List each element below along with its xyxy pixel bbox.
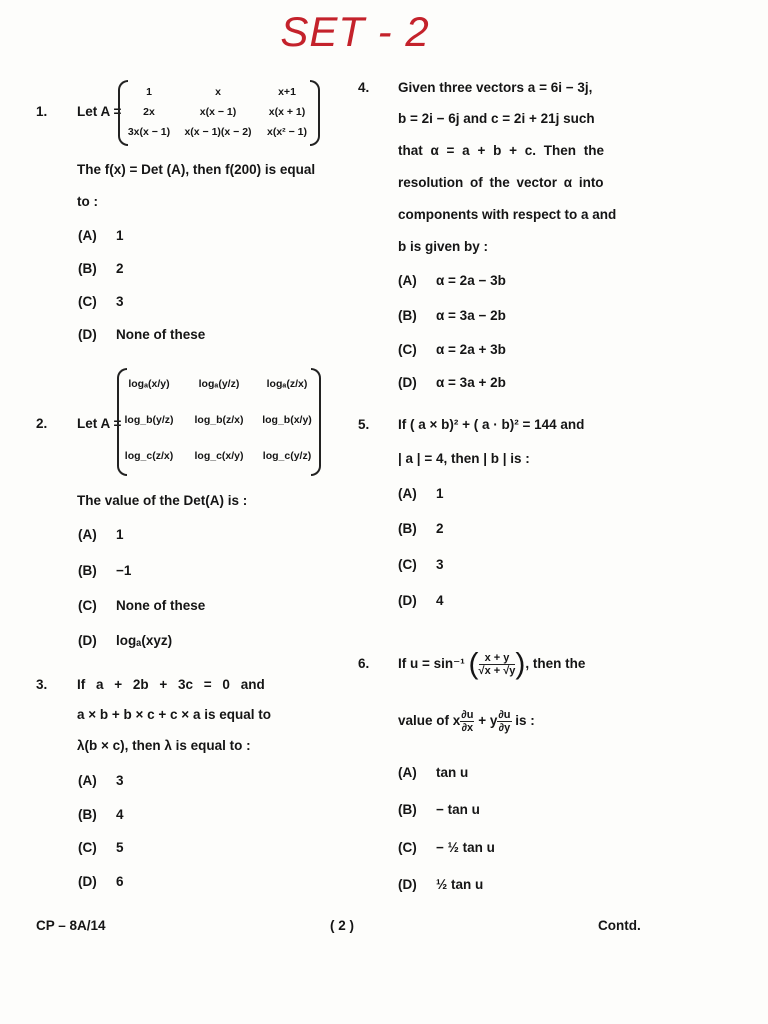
question-3-line3: λ(b × c), then λ is equal to : — [77, 738, 251, 753]
option-a: (A) 1 — [78, 527, 124, 542]
fraction: $\frac{x + y}{√x + √y}$ — [478, 651, 516, 677]
question-4-line5: components with respect to a and — [398, 207, 617, 222]
question-6-number: 6. — [358, 656, 370, 671]
option-a: (A) 1 — [398, 486, 444, 501]
option-b: (B) −1 — [78, 563, 132, 578]
option-b: (B) 2 — [398, 521, 444, 536]
option-c: (C) 3 — [398, 557, 444, 572]
option-a: (A) tan u — [398, 765, 469, 780]
question-1-text-cont: to : — [77, 194, 98, 209]
matrix-cell: log_c(x/y) — [194, 450, 244, 462]
matrix-cell: 2x — [143, 106, 155, 118]
matrix-cell: x(x + 1) — [268, 106, 306, 118]
option-b: (B) 4 — [78, 807, 124, 822]
option-d: (D) ½ tan u — [398, 877, 484, 892]
matrix-cell: 3x(x − 1) — [127, 126, 171, 138]
question-1-number: 1. — [36, 104, 48, 119]
question-4-line3: that α = a + b + c. Then the — [398, 143, 604, 158]
matrix-cell: log_b(y/z) — [124, 414, 174, 426]
option-c: (C) 5 — [78, 840, 124, 855]
option-c: (C) 3 — [78, 294, 124, 309]
option-b: (B) − tan u — [398, 802, 480, 817]
page-number: ( 2 ) — [330, 918, 355, 933]
option-c: (C) None of these — [78, 598, 206, 613]
question-1-intro: Let A = — [77, 104, 122, 119]
option-b: (B) α = 3a − 2b — [398, 308, 506, 323]
matrix-cell: 1 — [146, 86, 152, 98]
matrix-cell: log_c(y/z) — [262, 450, 312, 462]
option-c: (C) α = 2a + 3b — [398, 342, 506, 357]
page-title: SET - 2 — [280, 8, 430, 55]
question-1-text: The f(x) = Det (A), then f(200) is equal — [77, 162, 316, 177]
option-a: (A) 3 — [78, 773, 124, 788]
matrix-cell: log_b(z/x) — [194, 414, 244, 426]
question-4-number: 4. — [358, 80, 370, 95]
question-4-line4: resolution of the vector α into — [398, 175, 604, 190]
question-3-number: 3. — [36, 677, 48, 692]
matrix-cell: x(x − 1)(x − 2) — [184, 126, 252, 138]
option-d: (D) logₐ(xyz) — [78, 633, 173, 648]
option-a: (A) 1 — [78, 228, 124, 243]
question-2-intro: Let A = — [77, 416, 122, 431]
question-5-line2: | a | = 4, then | b | is : — [398, 451, 530, 466]
question-6-line2: value of x $\frac{\partial u}{\partial x}$ + y $\frac{\partial u}{\partial y}$ is : — [398, 708, 535, 734]
question-2-number: 2. — [36, 416, 48, 431]
option-d: (D) 4 — [398, 593, 444, 608]
matrix-cell: log_b(x/y) — [262, 414, 312, 426]
option-d: (D) None of these — [78, 327, 206, 342]
matrix-cell: x(x − 1) — [199, 106, 237, 118]
option-a: (A) α = 2a − 3b — [398, 273, 506, 288]
question-5-line1: If ( a × b)² + ( a · b)² = 144 and — [398, 417, 585, 432]
matrix-cell: x — [215, 86, 221, 98]
question-5-number: 5. — [358, 417, 370, 432]
matrix-cell: logₐ(z/x) — [266, 378, 308, 390]
question-3-line2: a × b + b × c + c × a is equal to — [77, 707, 271, 722]
option-d: (D) 6 — [78, 874, 124, 889]
matrix-cell: x(x² − 1) — [267, 126, 307, 138]
question-4-line2: b = 2i − 6j and c = 2i + 21j such — [398, 111, 595, 126]
matrix-cell: log_c(z/x) — [124, 450, 174, 462]
matrix-cell: logₐ(x/y) — [128, 378, 170, 390]
question-2-text: The value of the Det(A) is : — [77, 493, 248, 508]
question-4-line1: Given three vectors a = 6i − 3j, — [398, 80, 593, 95]
question-4-line6: b is given by : — [398, 239, 489, 254]
option-d: (D) α = 3a + 2b — [398, 375, 506, 390]
matrix-cell: x+1 — [278, 86, 296, 98]
question-3-line1: If a + 2b + 3c = 0 and — [77, 677, 265, 692]
option-b: (B) 2 — [78, 261, 124, 276]
question-6-line1: If u = sin⁻¹ ( $\frac{x + y}{√x + √y}$ ), then the — [398, 647, 586, 681]
footer-contd: Contd. — [598, 918, 641, 933]
option-c: (C) − ½ tan u — [398, 840, 495, 855]
footer-code: CP – 8A/14 — [36, 918, 106, 933]
matrix-cell: logₐ(y/z) — [198, 378, 240, 390]
